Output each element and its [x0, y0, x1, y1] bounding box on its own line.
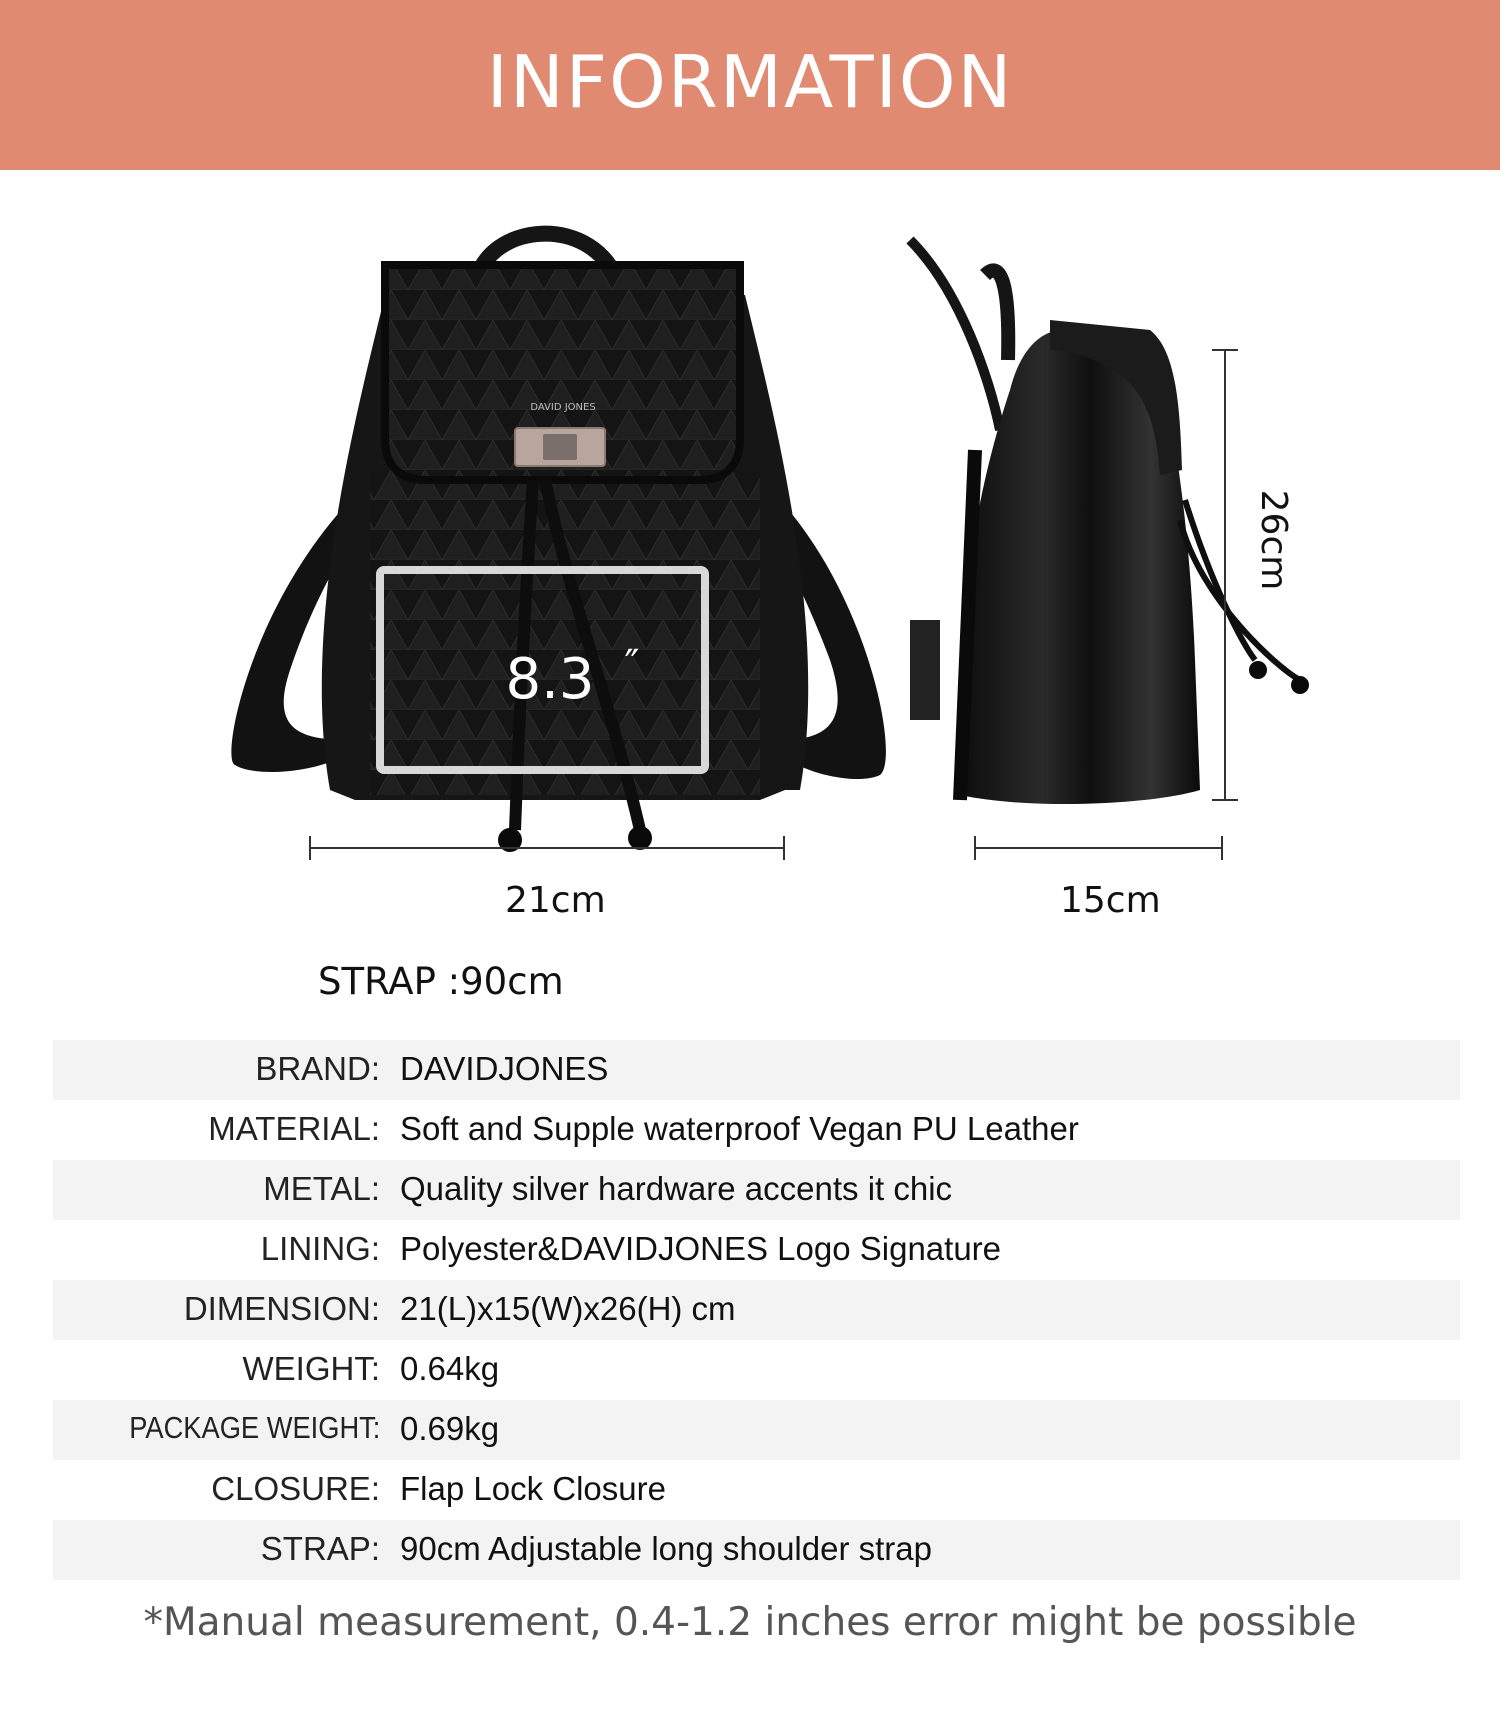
side-backpack-image — [910, 240, 1309, 804]
spec-label: CLOSURE: — [211, 1470, 380, 1507]
height-dimension-line — [1212, 350, 1238, 800]
page-title: INFORMATION — [486, 40, 1014, 124]
brand-logo: DAVID JONES — [530, 402, 596, 413]
spec-label: METAL: — [263, 1170, 380, 1207]
spec-value: Soft and Supple waterproof Vegan PU Leather — [400, 1110, 1079, 1147]
spec-label: STRAP: — [260, 1530, 380, 1567]
spec-label: WEIGHT: — [242, 1350, 380, 1387]
screen-size-label: 8.3 — [505, 647, 595, 712]
spec-row-strap — [53, 1520, 1460, 1580]
spec-value: Polyester&DAVIDJONES Logo Signature — [400, 1230, 1002, 1267]
screen-size-unit: ″ — [624, 642, 640, 688]
spec-label: PACKAGE WEIGHT: — [128, 1410, 380, 1445]
product-photos — [0, 200, 1500, 1000]
depth-label: 15cm — [1060, 880, 1161, 921]
spec-row-material — [53, 1100, 1460, 1160]
spec-label: MATERIAL: — [208, 1110, 380, 1147]
spec-value: Flap Lock Closure — [400, 1470, 666, 1507]
spec-label: LINING: — [260, 1230, 380, 1267]
spec-label: DIMENSION: — [183, 1290, 380, 1327]
measurement-footnote: *Manual measurement, 0.4-1.2 inches error might be possible — [143, 1600, 1357, 1645]
width-label: 21cm — [505, 880, 606, 921]
spec-value: DAVIDJONES — [400, 1050, 609, 1087]
spec-value: 0.64kg — [400, 1350, 500, 1387]
spec-row-weight — [53, 1340, 1460, 1400]
spec-value: 21(L)x15(W)x26(H) cm — [400, 1290, 736, 1327]
spec-value: 0.69kg — [400, 1410, 500, 1447]
spec-value: Quality silver hardware accents it chic — [400, 1170, 953, 1207]
spec-row-dimension — [53, 1280, 1460, 1340]
width-dimension-line — [310, 836, 784, 860]
spec-label: BRAND: — [255, 1050, 380, 1087]
spec-row-package-weight — [53, 1400, 1460, 1460]
header-banner — [0, 0, 1500, 170]
height-label: 26cm — [1253, 489, 1294, 591]
spec-row-lining — [53, 1220, 1460, 1280]
strap-length-note: STRAP :90cm — [318, 960, 564, 1003]
spec-table — [53, 1040, 1460, 1580]
depth-dimension-line — [975, 836, 1222, 860]
spec-row-closure — [53, 1460, 1460, 1520]
spec-row-brand — [53, 1040, 1460, 1100]
front-backpack-image — [231, 234, 886, 852]
spec-row-metal — [53, 1160, 1460, 1220]
spec-value: 90cm Adjustable long shoulder strap — [400, 1530, 932, 1567]
